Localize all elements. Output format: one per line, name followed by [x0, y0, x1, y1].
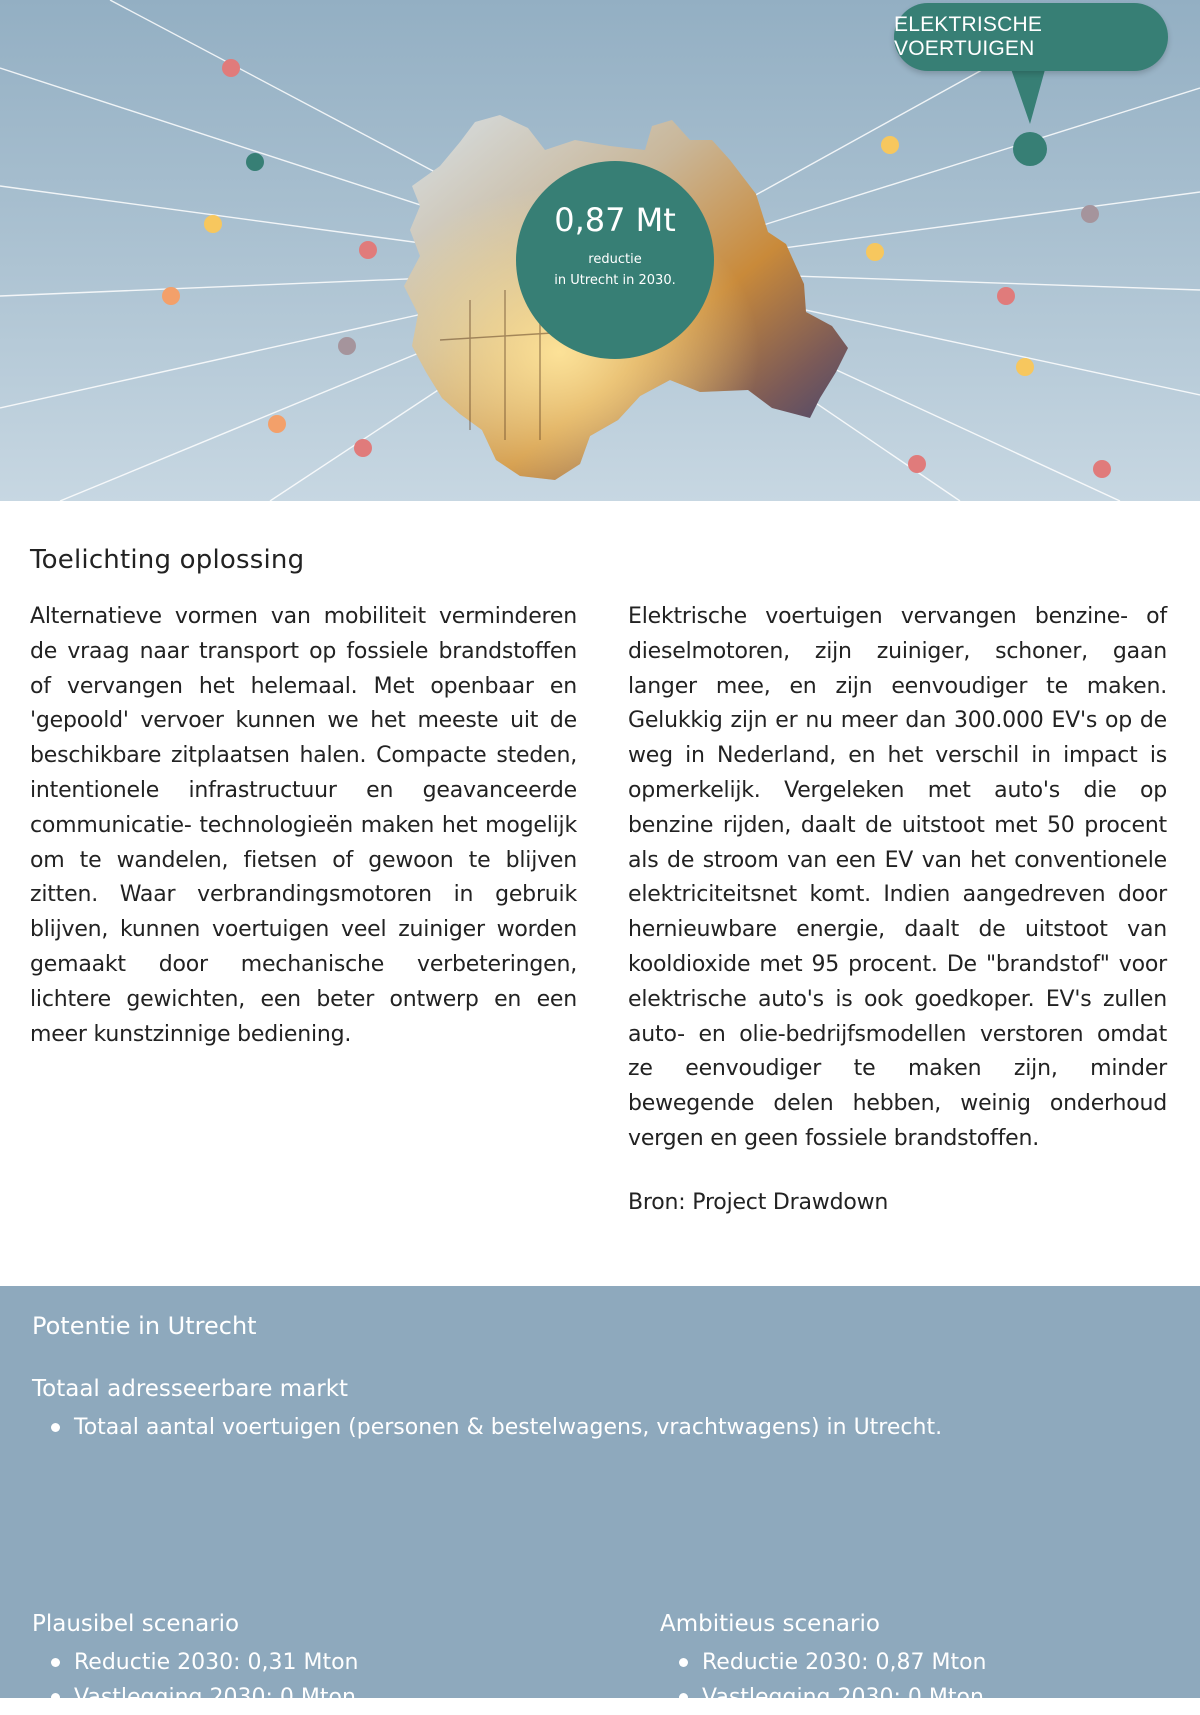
ambitious-scenario-title: Ambitieus scenario — [660, 1611, 880, 1637]
reduction-description — [516, 249, 714, 291]
potential-panel — [0, 1286, 1200, 1710]
reduction-badge — [516, 161, 714, 359]
explanation-left-text: Alternatieve vormen van mobiliteit verminderen de vraag naar transport op fossiele brandstoffen of vervangen het helemaal. Met openbaar en 'gepoold' vervoer kunnen we het meeste uit de beschikbare zitplaatsen halen. Compacte steden, intentionele infrastructuur en geavanceerde communicatie- technologieën maken het mogelijk om te wandelen, fietsen of gewoon te blijven zitten. Waar verbrandingsmotoren in gebruik blijven, kunnen voertuigen veel zuiniger worden gemaakt door mechanische verbeteringen, lichtere gewichten, een beter ontwerp en een meer kunstzinnige bediening. — [30, 604, 577, 1047]
reduction-value: 0,87 Mt — [554, 201, 676, 239]
list-item: Vastlegging 2030: 0 Mton — [660, 1680, 987, 1715]
reduction-line1: reductie — [588, 252, 642, 267]
list-item: Totaal aantal voertuigen (personen & bestelwagens, vrachtwagens) in Utrecht. — [32, 1410, 942, 1445]
plausible-scenario-title: Plausibel scenario — [32, 1611, 240, 1637]
tag-pointer — [1010, 66, 1046, 124]
explanation-title: Toelichting oplossing — [30, 545, 305, 575]
category-tag: ELEKTRISCHE VOERTUIGEN — [894, 3, 1168, 71]
source-text: Bron: Project Drawdown — [628, 1190, 889, 1215]
market-title: Totaal adresseerbare markt — [32, 1376, 349, 1402]
potential-title: Potentie in Utrecht — [32, 1312, 257, 1340]
ambitious-scenario-list — [660, 1645, 987, 1715]
plausible-scenario-list — [32, 1645, 359, 1715]
hero-banner — [0, 0, 1200, 501]
market-list — [32, 1410, 942, 1445]
list-item: Vastlegging 2030: 0 Mton — [32, 1680, 359, 1715]
explanation-right-text: Elektrische voertuigen vervangen benzine- of dieselmotoren, zijn zuiniger, schoner, gaan langer mee, en zijn eenvoudiger te maken. Gelukkig zijn er nu meer dan 300.000 EV's op de weg in Nederland, en het verschil in impact is opmerkelijk. Vergeleken met auto's die op benzine rijden, daalt de uitstoot met 50 procent als de stroom van een EV van het conventionele elektriciteitsnet komt. Indien aangedreven door hernieuwbare energie, daalt de uitstoot van kooldioxide met 95 procent. De "brandstof" voor elektrische auto's is ook goedkoper. EV's zullen auto- en olie-bedrijfsmodellen verstoren omdat ze eenvoudiger te maken zijn, minder bewegende delen hebben, weinig onderhoud vergen en geen fossiele brandstoffen. — [628, 604, 1167, 1151]
reduction-line2: in Utrecht in 2030. — [554, 273, 676, 288]
list-item: Reductie 2030: 0,87 Mton — [660, 1645, 987, 1680]
list-item: Reductie 2030: 0,31 Mton — [32, 1645, 359, 1680]
